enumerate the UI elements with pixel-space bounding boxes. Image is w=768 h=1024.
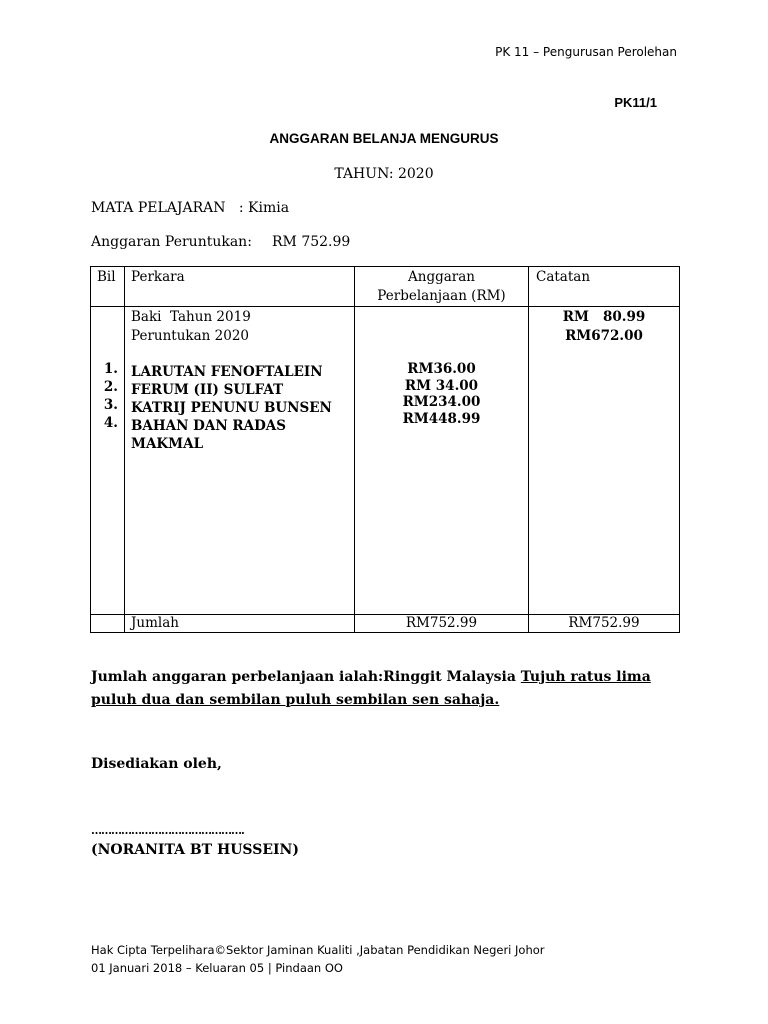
total-note: RM752.99 — [529, 615, 680, 633]
table-header-row — [91, 267, 680, 307]
item-name: KATRIJ PENUNU BUNSEN — [131, 400, 332, 416]
bil-cell — [91, 307, 125, 615]
catatan-cell — [529, 307, 680, 615]
allocation-label: Anggaran Peruntukan: — [91, 234, 252, 250]
year-label: TAHUN: 2020 — [334, 166, 434, 182]
header-anggaran-line2: Perbelanjaan (RM) — [377, 288, 506, 304]
table-body-row — [91, 307, 680, 615]
item-amount: RM234.00 — [402, 394, 481, 410]
signer-name: (NORANITA BT HUSSEIN) — [91, 842, 299, 858]
item-numbers — [91, 307, 124, 432]
baki-label: Baki Tahun 2019 — [131, 309, 251, 325]
item-amount: RM 34.00 — [404, 377, 479, 394]
peruntukan-note: RM672.00 — [565, 328, 643, 344]
item-names — [131, 363, 354, 453]
budget-table — [90, 266, 680, 633]
item-amount: RM36.00 — [407, 361, 476, 377]
subject-line: MATA PELAJARAN : Kimia — [91, 200, 290, 216]
footer-revision: 01 Januari 2018 – Keluaran 05 | Pindaan OO — [91, 961, 343, 975]
header-catatan: Catatan — [529, 267, 680, 307]
document-reference: PK 11 – Pengurusan Perolehan — [495, 45, 677, 59]
peruntukan-label: Peruntukan 2020 — [131, 328, 249, 344]
item-name: LARUTAN FENOFTALEIN — [131, 364, 323, 380]
amount-words-text: Tujuh ratus lima puluh dua dan sembilan puluh sembilan sen sahaja. — [91, 669, 651, 708]
amount-in-words — [91, 666, 691, 712]
header-anggaran — [355, 267, 529, 307]
item-number: 2. — [103, 379, 118, 395]
allocation-value: RM 752.99 — [272, 234, 351, 250]
footer-copyright: Hak Cipta Terpelihara©Sektor Jaminan Kualiti ,Jabatan Pendidikan Negeri Johor — [91, 943, 545, 957]
item-number: 1. — [103, 361, 118, 377]
page-title: ANGGARAN BELANJA MENGURUS — [269, 131, 499, 146]
baki-note: RM 80.99 — [562, 309, 646, 325]
item-name: BAHAN DAN RADAS MAKMAL — [131, 418, 286, 452]
total-amount: RM752.99 — [355, 615, 529, 633]
total-label: Jumlah — [125, 615, 355, 633]
prepared-by-label: Disediakan oleh, — [91, 756, 222, 772]
total-bil-cell — [91, 615, 125, 633]
anggaran-cell — [355, 307, 529, 615]
signature-line: ………………………………………. — [91, 824, 244, 837]
item-name: FERUM (II) SULFAT — [131, 382, 284, 398]
header-bil: Bil — [91, 267, 125, 307]
header-anggaran-line1: Anggaran — [408, 269, 475, 285]
form-code: PK11/1 — [614, 95, 657, 110]
perkara-cell — [125, 307, 355, 615]
item-amount: RM448.99 — [402, 410, 481, 427]
item-amounts — [355, 307, 528, 427]
amount-words-prefix: Jumlah anggaran perbelanjaan ialah:Ringgit Malaysia — [91, 669, 521, 685]
item-number: 3. — [103, 397, 118, 413]
total-row — [91, 615, 680, 633]
item-number: 4. — [103, 415, 118, 431]
header-perkara: Perkara — [125, 267, 355, 307]
